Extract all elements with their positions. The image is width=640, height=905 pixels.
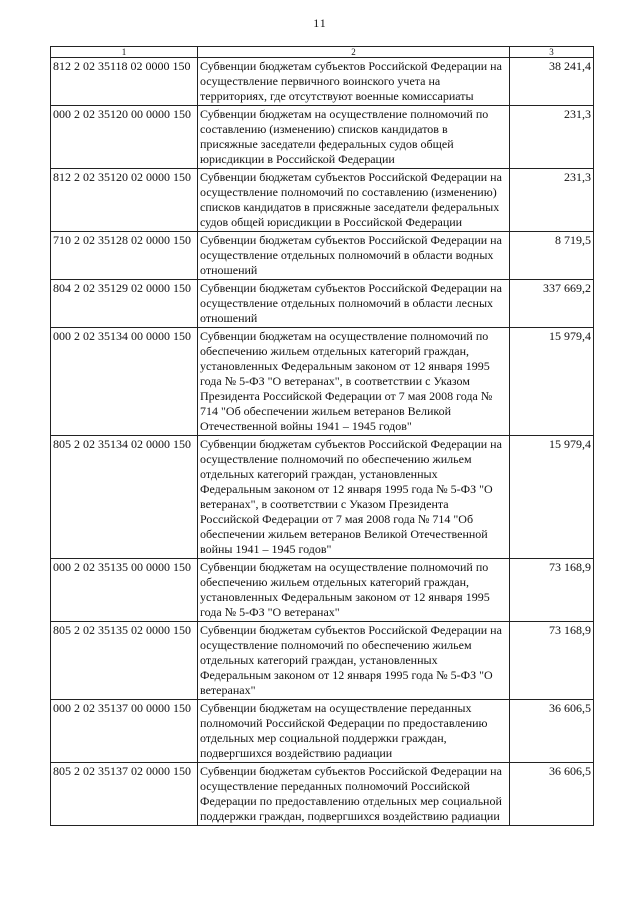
table-row [51, 232, 594, 280]
table-row [51, 58, 594, 106]
table-row [51, 763, 594, 826]
budget-code-cell: 000 2 02 35135 00 0000 150 [51, 559, 198, 622]
table-header-row [51, 47, 594, 58]
description-cell: Субвенции бюджетам субъектов Российской Федерации на осуществление отдельных полномочий в области лесных отношений [198, 280, 510, 328]
amount-cell: 73 168,9 [510, 622, 594, 700]
column-header-name: 2 [198, 47, 510, 58]
description-cell: Субвенции бюджетам на осуществление полномочий по составлению (изменению) списков кандидатов в присяжные заседатели федеральных судов общей юрисдикции в Российской Федерации [198, 106, 510, 169]
page-number: 11 [313, 16, 327, 30]
table-row [51, 169, 594, 232]
budget-code-cell: 812 2 02 35120 02 0000 150 [51, 169, 198, 232]
budget-code-cell: 805 2 02 35134 02 0000 150 [51, 436, 198, 559]
description-cell: Субвенции бюджетам субъектов Российской Федерации на осуществление полномочий по обеспечению жильем отдельных категорий граждан, установленных Федеральным законом от 12 января 1995 года № 5-ФЗ "О ветеранах", в соответствии с Указом Президента Российской Федерации от 7 мая 2008 года № 714 "Об обеспечении жильем ветеранов Великой Отечественной войны 1941 – 1945 годов" [198, 436, 510, 559]
amount-cell: 8 719,5 [510, 232, 594, 280]
table-row [51, 436, 594, 559]
budget-code-cell: 812 2 02 35118 02 0000 150 [51, 58, 198, 106]
description-cell: Субвенции бюджетам субъектов Российской Федерации на осуществление полномочий по обеспечению жильем отдельных категорий граждан, установленных Федеральным законом от 12 января 1995 года № 5-ФЗ "О ветеранах" [198, 622, 510, 700]
table-row [51, 622, 594, 700]
amount-cell: 231,3 [510, 169, 594, 232]
budget-code-cell: 805 2 02 35135 02 0000 150 [51, 622, 198, 700]
description-cell: Субвенции бюджетам субъектов Российской Федерации на осуществление полномочий по составлению (изменению) списков кандидатов в присяжные заседатели федеральных судов общей юрисдикции в Российской Федерации [198, 169, 510, 232]
table-row [51, 700, 594, 763]
amount-cell: 38 241,4 [510, 58, 594, 106]
budget-revenue-table [50, 46, 594, 826]
budget-code-cell: 804 2 02 35129 02 0000 150 [51, 280, 198, 328]
budget-code-cell: 710 2 02 35128 02 0000 150 [51, 232, 198, 280]
table-row [51, 559, 594, 622]
amount-cell: 337 669,2 [510, 280, 594, 328]
description-cell: Субвенции бюджетам на осуществление полномочий по обеспечению жильем отдельных категорий граждан, установленных Федеральным законом от 12 января 1995 года № 5-ФЗ "О ветеранах" [198, 559, 510, 622]
budget-code-cell: 000 2 02 35134 00 0000 150 [51, 328, 198, 436]
table-row [51, 106, 594, 169]
column-header-code: 1 [51, 47, 198, 58]
description-cell: Субвенции бюджетам на осуществление переданных полномочий Российской Федерации по предоставлению отдельных мер социальной поддержки граждан, подвергшихся воздействию радиации [198, 700, 510, 763]
table-row [51, 328, 594, 436]
budget-code-cell: 805 2 02 35137 02 0000 150 [51, 763, 198, 826]
description-cell: Субвенции бюджетам субъектов Российской Федерации на осуществление первичного воинского учета на территориях, где отсутствуют военные комиссариаты [198, 58, 510, 106]
description-cell: Субвенции бюджетам субъектов Российской Федерации на осуществление отдельных полномочий в области водных отношений [198, 232, 510, 280]
amount-cell: 15 979,4 [510, 328, 594, 436]
amount-cell: 36 606,5 [510, 700, 594, 763]
budget-code-cell: 000 2 02 35137 00 0000 150 [51, 700, 198, 763]
amount-cell: 231,3 [510, 106, 594, 169]
amount-cell: 73 168,9 [510, 559, 594, 622]
column-header-amount: 3 [510, 47, 594, 58]
amount-cell: 15 979,4 [510, 436, 594, 559]
table-row [51, 280, 594, 328]
amount-cell: 36 606,5 [510, 763, 594, 826]
description-cell: Субвенции бюджетам на осуществление полномочий по обеспечению жильем отдельных категорий граждан, установленных Федеральным законом от 12 января 1995 года № 5-ФЗ "О ветеранах", в соответствии с Указом Президента Российской Федерации от 7 мая 2008 года № 714 "Об обеспечении жильем ветеранов Великой Отечественной войны 1941 – 1945 годов" [198, 328, 510, 436]
description-cell: Субвенции бюджетам субъектов Российской Федерации на осуществление переданных полномочий Российской Федерации по предоставлению отдельных мер социальной поддержки граждан, подвергшихся воздействию радиации [198, 763, 510, 826]
budget-code-cell: 000 2 02 35120 00 0000 150 [51, 106, 198, 169]
